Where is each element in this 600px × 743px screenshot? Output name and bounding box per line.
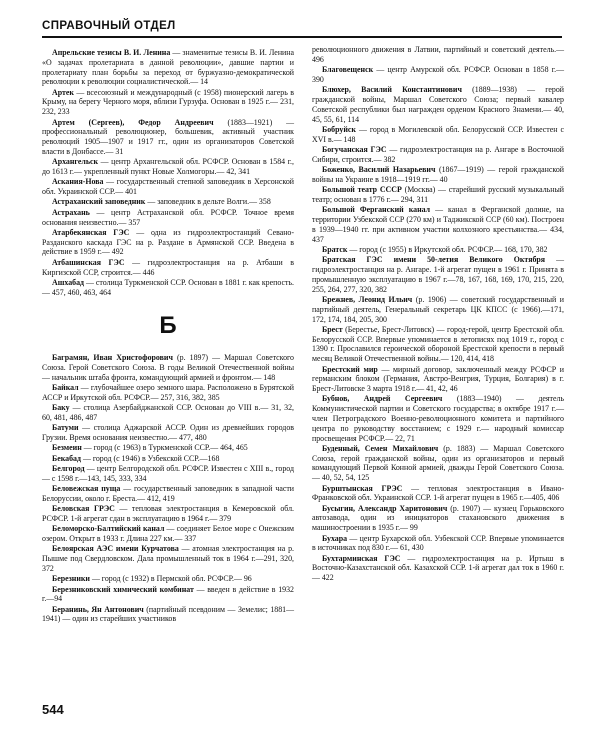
entry-heading: Бусыгин, Александр Харитонович xyxy=(322,503,448,513)
entry-heading: Баку xyxy=(52,403,70,413)
index-entry xyxy=(312,85,564,124)
entry-heading: Баграмян, Иван Христофорович xyxy=(52,353,173,363)
index-entry xyxy=(312,185,564,205)
entry-text: — канал в Ферганской долине, на территории Узбекской ССР (270 км) и Таджикской ССР (60 км). Построен в 1939—1940 гг. при активном участии колхозного крестьянства.— 434, 437 xyxy=(312,205,564,244)
entry-heading: Большой Ферганский канал xyxy=(322,205,431,215)
entry-heading: Большой театр СССР xyxy=(322,185,402,195)
index-entry xyxy=(42,88,294,117)
entry-text: — государственный заповедник в западной части Белоруссии, около г. Бреста.— 412, 419 xyxy=(42,484,295,503)
entry-heading: Аскания-Нова xyxy=(52,177,104,187)
index-entry xyxy=(312,45,564,65)
entry-text: — центр Архангельской обл. РСФСР. Основан в 1584 г., до 1613 г.— укрепленный пункт Новые Холмогоры.— 42, 341 xyxy=(42,157,294,177)
entry-heading: Артек xyxy=(52,87,74,97)
entry-heading: Бухтарминская ГЭС xyxy=(322,553,401,563)
entry-heading: Астрахань xyxy=(52,207,90,217)
entry-heading: Беловская ГРЭС xyxy=(52,504,115,514)
entry-text: — заповедник в дельте Волги.— 358 xyxy=(145,197,271,207)
entry-heading: Беловежская пуща xyxy=(52,484,121,494)
entry-heading: Боженко, Василий Назарьевич xyxy=(322,165,436,175)
entry-text: (р. 1883) — Маршал Советского Союза, герой гражданской войны, один из организаторов и первый командующий Первой Конной армией, дважды Герой Советского Союза.— 40, 52, 54, 125 xyxy=(312,443,564,483)
entry-text: (Москва) — старейший русский музыкальный театр; основан в 1776 г.— 294, 311 xyxy=(312,185,564,204)
entry-text: — город (с 1955) в Иркутской обл. РСФСР.— 168, 170, 382 xyxy=(347,244,548,254)
index-entry xyxy=(312,65,564,85)
entry-heading: Брежнев, Леонид Ильич xyxy=(322,294,413,304)
index-entry xyxy=(312,295,564,324)
index-entry xyxy=(42,353,294,382)
index-entry xyxy=(42,585,294,605)
header-rule xyxy=(42,36,562,38)
entry-text: — гидроэлектростанция на р. Иртыш в Восточно-Казахстанской обл. Казахской ССР. 1-й агрегат дал ток в 1960 г.— 422 xyxy=(312,553,564,583)
entry-heading: Безмеин xyxy=(52,443,82,453)
entry-heading: Белоярская АЭС имени Курчатова xyxy=(52,544,179,554)
entry-heading: Березниковский химический комбинат xyxy=(52,584,194,594)
entry-heading: Буденный, Семен Михайлович xyxy=(322,443,439,453)
entry-heading: Березники xyxy=(52,574,90,584)
index-entry xyxy=(42,228,294,257)
entry-text: (р. 1906) — советский государственный и партийный деятель, Генеральный секретарь ЦК КПСС (с 1966).—171, 172, 174, 184, 205, 300 xyxy=(312,294,564,324)
index-entry xyxy=(42,258,294,278)
index-entry xyxy=(42,574,294,584)
index-entry xyxy=(312,145,564,165)
entry-heading: Благовещенск xyxy=(322,65,374,75)
entry-text: (1867—1919) — герой гражданской войны на Украине в 1918—1919 гг.— 40 xyxy=(312,165,565,184)
index-entry xyxy=(42,278,294,298)
index-entry xyxy=(42,443,294,453)
entry-text: — гидроэлектростанция на р. Ангаре в Восточной Сибири, строится.— 382 xyxy=(312,144,564,164)
entry-text: — глубочайшее озеро земного шара. Расположено в Бурятской АССР и Иркутской обл. РСФСР.— 257, 316, 382, 385 xyxy=(42,383,294,402)
entry-heading: Богучанская ГЭС xyxy=(322,144,387,154)
entry-heading: Атбашинская ГЭС xyxy=(52,257,125,267)
section-letter: Б xyxy=(159,312,177,340)
index-entry xyxy=(42,454,294,464)
index-entry xyxy=(312,534,564,554)
index-entry xyxy=(312,165,564,185)
index-entry xyxy=(312,365,564,394)
index-entry xyxy=(312,444,564,483)
entry-heading: Батуми xyxy=(52,423,79,433)
entry-text: — столица Аджарской АССР. Один из древнейших городов Грузии. Время основания неизвестно.— 477, 480 xyxy=(42,423,294,443)
index-entry xyxy=(312,205,564,244)
index-entry xyxy=(42,197,294,207)
index-entry xyxy=(312,255,564,294)
entry-text: — город в Могилевской обл. Белорусской ССР. Известен с XVI в.— 148 xyxy=(312,124,564,144)
entry-text: — всесоюзный и международный (с 1958) пионерский лагерь в Крыму, на берегу Черного моря, вблизи Гурзуфа. Основан в 1925 г.— 231, 232, 233 xyxy=(42,87,294,117)
entry-heading: Брест xyxy=(322,324,343,334)
entry-heading: Астраханский заповедник xyxy=(52,197,146,207)
index-entry xyxy=(42,157,294,177)
entry-heading: Архангельск xyxy=(52,157,99,167)
entry-heading: Блюхер, Василий Константинович xyxy=(322,85,462,95)
entry-text: — центр Белгородской обл. РСФСР. Известен с XIII в., город — с 1598 г.—143, 145, 333, 334 xyxy=(42,463,294,483)
entry-text: — город (с 1963) в Туркменской ССР.— 464, 465 xyxy=(81,443,248,453)
entry-text: — город (с 1932) в Пермской обл. РСФСР.— 96 xyxy=(89,574,252,584)
entry-text: — знаменитые тезисы В. И. Ленина «О задачах пролетариата в данной революции», давшие партии и пролетариату план борьбы за переход от буржуазно-демократической революции к революции социалистической.— 14 xyxy=(42,48,294,87)
entry-text: — гидроэлектростанция на р. Атбаши в Киргизской ССР, строится.— 446 xyxy=(42,257,294,277)
entry-text: (1883—1921) — профессиональный революционер, большевик, активный участник революций 1905—1907 и 1917 гг., один из организаторов Советской власти в Донбассе.— 31 xyxy=(42,117,295,156)
index-entry xyxy=(42,464,294,484)
entry-heading: Брестский мир xyxy=(322,364,378,374)
entry-text: — атомная электростанция на р. Пышме под Свердловском. Дала промышленный ток в 1964 г.—291, 320, 372 xyxy=(42,544,295,573)
entry-text: — центр Амурской обл. РСФСР. Основан в 1858 г.—390 xyxy=(312,65,564,84)
entry-heading: Апрельские тезисы В. И. Ленина xyxy=(52,48,171,57)
entry-text: революционного движения в Латвии, партийный и советский деятель.— 496 xyxy=(312,45,564,64)
entry-text: — центр Бухарской обл. Узбекской ССР. Впервые упоминается в источниках под 830 г.— 61, 430 xyxy=(312,533,564,553)
left-column xyxy=(42,48,294,625)
entry-text: — центр Астраханской обл. РСФСР. Точное время основания неизвестно.— 357 xyxy=(42,207,294,227)
entry-heading: Братская ГЭС имени 50-летия Великого Октября xyxy=(322,255,546,265)
index-entry xyxy=(42,208,294,228)
entry-heading: Байкал xyxy=(52,383,79,393)
index-entry xyxy=(42,423,294,443)
entry-heading: Бобруйск xyxy=(322,124,356,134)
entry-text: (р. 1897) — Маршал Советского Союза. Герой Советского Союза. В годы Великой Отечественной войны — начальник штаба фронта, командующий армией и фронтом.— 148 xyxy=(42,353,294,382)
entry-heading: Беранинь, Ян Антонович xyxy=(52,604,144,614)
entry-text: — мирный договор, заключенный между РСФСР и германским блоком (Германия, Австро-Венгрия, Турция, Болгария) в г. Брест-Литовске 3 марта 1918 г.— 41, 42, 46 xyxy=(312,364,564,394)
entry-heading: Бубнов, Андрей Сергеевич xyxy=(322,394,443,404)
index-entry xyxy=(42,544,294,573)
entry-text: — гидроэлектростанция на р. Ангаре. 1-й агрегат пущен в 1961 г. Принята в промышленную эксплуатацию в 1967 г.—78, 167, 168, 169, 170, 215, 220, 255, 264, 277, 320, 382 xyxy=(312,255,564,294)
entry-heading: Беломорско-Балтийский канал xyxy=(52,524,165,534)
entry-text: — одна из гидроэлектростанций Севано-Разданского каскада ГЭС на р. Раздане в Армянской ССР. Введена в действие в 1959 г.— 492 xyxy=(42,227,294,257)
entry-text: — столица Азербайджанской ССР. Основан до VIII в.— 31, 32, 60, 481, 486, 487 xyxy=(42,403,294,422)
entry-text: — город (с 1946) в Узбекской ССР.—168 xyxy=(80,453,220,463)
entry-heading: Бекабад xyxy=(52,453,81,463)
entry-text: — столица Туркменской ССР. Основан в 1881 г. как крепость.— 457, 460, 463, 464 xyxy=(42,277,294,297)
index-entry xyxy=(312,484,564,504)
entry-text: — соединяет Белое море с Онежским озером. Открыт в 1933 г. Длина 227 км.— 337 xyxy=(42,524,294,544)
index-entry xyxy=(42,48,294,87)
index-entry xyxy=(42,484,294,504)
entry-heading: Братск xyxy=(322,244,348,254)
entry-text: (1889—1938) — герой гражданской войны, Маршал Советского Союза; первый кавалер Советской республики был награжден орденом Красного Знамени.— 40, 45, 55, 61, 114 xyxy=(312,85,564,124)
entry-text: (р. 1907) — кузнец Горьковского автозавода, один из инициаторов стахановского движения в машиностроении в 1935 г.— 99 xyxy=(312,503,564,533)
index-entry xyxy=(312,325,564,364)
entry-heading: Атарбекянская ГЭС xyxy=(52,227,130,237)
entry-text: — тепловая электростанция в Ивано-Франковской обл. Украинской ССР. 1-й агрегат пущен в 1965 г.—405, 406 xyxy=(312,483,564,503)
index-entry xyxy=(312,394,564,443)
index-entry xyxy=(312,504,564,533)
entry-heading: Бурштынская ГРЭС xyxy=(322,483,403,493)
right-column xyxy=(312,45,564,584)
index-entry xyxy=(42,403,294,423)
entry-text: — государственный степной заповедник в Херсонской обл. Украинской ССР.— 401 xyxy=(42,177,294,197)
section-title: СПРАВОЧНЫЙ ОТДЕЛ xyxy=(42,20,176,32)
entry-text: (Берестье, Брест-Литовск) — город-герой, центр Брестской обл. Белорусской ССР. Впервые упоминается в летописях под 1019 г., город с 1390 г. Прославился героической обороной Брестской крепости в первый месяц Великой Отечественной войны.— 120, 414, 418 xyxy=(312,324,564,364)
index-entry xyxy=(42,504,294,524)
entry-heading: Белгород xyxy=(52,463,85,473)
index-entry xyxy=(42,605,294,625)
index-entry xyxy=(42,177,294,197)
index-entry xyxy=(312,245,564,255)
index-entry xyxy=(42,118,294,157)
page-header xyxy=(42,20,562,32)
entry-text: — введен в действие в 1932 г.—94 xyxy=(42,584,294,604)
entry-heading: Артем (Сергеев), Федор Андреевич xyxy=(52,117,214,127)
entry-text: (1883—1940) — деятель Коммунистической партии и Советского государства; в октябре 1917 г.— член Петроградского Военно-революционного комитета и партийного центра по руководству восстанием; с 1929 г.— народный комиссар просвещения РСФСР.— 22, 71 xyxy=(312,394,564,443)
entry-text: — тепловая электростанция в Кемеровской обл. РСФСР. 1-й агрегат сдан в эксплуатацию в 1964 г.— 379 xyxy=(42,504,294,523)
entry-heading: Ашхабад xyxy=(52,277,85,287)
index-entry xyxy=(42,524,294,544)
index-entry xyxy=(312,554,564,583)
index-entry xyxy=(42,383,294,403)
index-entry xyxy=(312,125,564,145)
entry-heading: Бухара xyxy=(322,533,348,543)
entry-text: (партийный псевдоним — Земелис; 1881—1941) — один из старейших участников xyxy=(42,604,294,624)
page-number: 544 xyxy=(42,702,64,717)
